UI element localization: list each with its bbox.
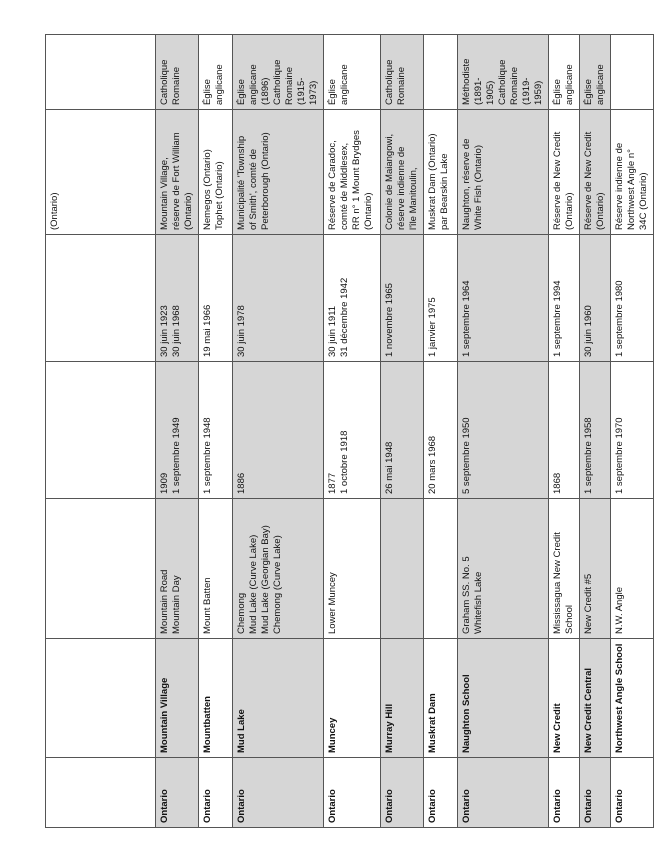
other-names-cell bbox=[549, 499, 580, 639]
table-row bbox=[199, 35, 233, 828]
cell-text: Ontario bbox=[427, 789, 438, 823]
cell-line: N.W. Angle bbox=[614, 587, 625, 634]
school-name-cell bbox=[156, 639, 199, 758]
rotated-page bbox=[45, 35, 649, 828]
other-names-cell bbox=[199, 499, 233, 639]
closed-date-cell bbox=[611, 235, 654, 362]
cell-text: Ontario bbox=[202, 789, 213, 823]
cell-line: School bbox=[564, 604, 575, 634]
closed-date-cell bbox=[233, 235, 324, 362]
cell-line: Réserve indienne de bbox=[614, 142, 625, 230]
cell-line: 1973) bbox=[308, 80, 319, 105]
location-cell bbox=[381, 110, 424, 235]
cell-line: 19 mai 1966 bbox=[202, 304, 213, 357]
schools-table bbox=[45, 34, 654, 828]
cell-line: l'île Manitoulin, bbox=[408, 167, 419, 230]
cell-line: Réserve de Caradoc, bbox=[327, 140, 338, 230]
cell-line: Chemong bbox=[236, 592, 247, 634]
location-cell bbox=[424, 110, 458, 235]
opened-date-cell bbox=[156, 362, 199, 499]
cell-line: RR n° 1 Mount Brydges bbox=[351, 130, 362, 230]
cell-line: 30 juin 1911 bbox=[327, 305, 338, 357]
location-cell bbox=[46, 110, 156, 235]
cell-text: Ontario bbox=[461, 789, 472, 823]
cell-line: Romaine bbox=[396, 66, 407, 105]
province-cell bbox=[580, 758, 611, 828]
table-row bbox=[424, 35, 458, 828]
religion-cell bbox=[549, 35, 580, 110]
cell-line: Catholique bbox=[272, 59, 283, 105]
cell-line: Muskrat Dam (Ontario) bbox=[427, 133, 438, 230]
cell-line: 1 octobre 1918 bbox=[339, 430, 350, 494]
opened-date-cell bbox=[424, 362, 458, 499]
table-row bbox=[458, 35, 549, 828]
opened-date-cell bbox=[46, 362, 156, 499]
opened-date-cell bbox=[580, 362, 611, 499]
closed-date-cell bbox=[324, 235, 381, 362]
cell-line: 30 juin 1978 bbox=[236, 305, 247, 357]
opened-date-cell bbox=[611, 362, 654, 499]
cell-line: 1 septembre 1994 bbox=[552, 280, 563, 357]
cell-line: Lower Muncey bbox=[327, 572, 338, 634]
cell-line: Romaine (1919- bbox=[509, 66, 532, 105]
province-cell bbox=[199, 758, 233, 828]
cell-text: Naughton School bbox=[461, 674, 472, 753]
cell-line: Mountain Road bbox=[159, 569, 170, 634]
cell-line: Peterborough (Ontario) bbox=[260, 132, 271, 230]
cell-line: Église anglicane bbox=[552, 64, 575, 105]
province-cell bbox=[156, 758, 199, 828]
opened-date-cell bbox=[458, 362, 549, 499]
religion-cell bbox=[580, 35, 611, 110]
cell-line: par Bearskin Lake bbox=[439, 153, 450, 230]
cell-line: Catholique bbox=[384, 59, 395, 105]
location-cell bbox=[458, 110, 549, 235]
cell-text: Ontario bbox=[236, 789, 247, 823]
cell-text: Ontario bbox=[384, 789, 395, 823]
cell-line: 1 novembre 1965 bbox=[384, 283, 395, 357]
closed-date-cell bbox=[156, 235, 199, 362]
table-row bbox=[46, 35, 156, 828]
cell-line: 1 septembre 1980 bbox=[614, 280, 625, 357]
cell-line: White Fish (Ontario) bbox=[473, 145, 484, 230]
cell-text: Muncey bbox=[327, 717, 338, 753]
school-name-cell bbox=[233, 639, 324, 758]
other-names-cell bbox=[458, 499, 549, 639]
cell-line: Église anglicane bbox=[202, 64, 225, 105]
cell-line: Église anglicane bbox=[583, 64, 606, 105]
closed-date-cell bbox=[46, 235, 156, 362]
cell-line: 26 mai 1948 bbox=[384, 441, 395, 494]
religion-cell bbox=[156, 35, 199, 110]
province-cell bbox=[46, 758, 156, 828]
location-cell bbox=[324, 110, 381, 235]
cell-line: (Ontario) bbox=[183, 192, 194, 230]
cell-line: comté de Middlesex, bbox=[339, 142, 350, 230]
closed-date-cell bbox=[199, 235, 233, 362]
cell-line: 5 septembre 1950 bbox=[461, 417, 472, 494]
cell-line: Colonie de Maiangowi, bbox=[384, 133, 395, 230]
cell-line: Tophet (Ontario) bbox=[214, 161, 225, 230]
other-names-cell bbox=[324, 499, 381, 639]
opened-date-cell bbox=[324, 362, 381, 499]
cell-line: 1877 bbox=[327, 472, 338, 494]
cell-line: 1 septembre 1970 bbox=[614, 417, 625, 494]
religion-cell bbox=[381, 35, 424, 110]
cell-line: 30 juin 1968 bbox=[171, 305, 182, 357]
cell-line: Réserve de New Credit bbox=[583, 131, 594, 230]
closed-date-cell bbox=[549, 235, 580, 362]
cell-line: 1905) bbox=[485, 80, 496, 105]
province-cell bbox=[424, 758, 458, 828]
cell-line: Réserve de New Credit bbox=[552, 131, 563, 230]
location-cell bbox=[580, 110, 611, 235]
cell-line: (Ontario) bbox=[595, 192, 606, 230]
cell-line: Mountain Day bbox=[171, 575, 182, 634]
cell-line: Chemong (Curve Lake) bbox=[272, 535, 283, 634]
cell-line: 1 janvier 1975 bbox=[427, 297, 438, 357]
cell-line: 1886 bbox=[236, 472, 247, 494]
cell-text: Northwest Angle School bbox=[614, 643, 625, 753]
cell-text: Ontario bbox=[614, 789, 625, 823]
religion-cell bbox=[233, 35, 324, 110]
opened-date-cell bbox=[233, 362, 324, 499]
table-row bbox=[156, 35, 199, 828]
cell-line: Romaine (1915- bbox=[284, 66, 307, 105]
cell-line: of Smith', comté de bbox=[248, 148, 259, 230]
religion-cell bbox=[424, 35, 458, 110]
cell-line: 1868 bbox=[552, 472, 563, 494]
other-names-cell bbox=[611, 499, 654, 639]
table-row bbox=[611, 35, 654, 828]
cell-line: 30 juin 1923 bbox=[159, 305, 170, 357]
cell-text: Mountbatten bbox=[202, 696, 213, 753]
table-row bbox=[381, 35, 424, 828]
cell-line: (Ontario) bbox=[564, 192, 575, 230]
cell-line: Mud Lake (Georgian Bay) bbox=[260, 525, 271, 634]
cell-line: réserve de Fort William bbox=[171, 132, 182, 230]
school-name-cell bbox=[46, 639, 156, 758]
other-names-cell bbox=[580, 499, 611, 639]
opened-date-cell bbox=[381, 362, 424, 499]
province-cell bbox=[324, 758, 381, 828]
cell-line: Romaine bbox=[171, 66, 182, 105]
location-cell bbox=[233, 110, 324, 235]
opened-date-cell bbox=[199, 362, 233, 499]
school-name-cell bbox=[549, 639, 580, 758]
table-row bbox=[549, 35, 580, 828]
cell-line: Méthodiste (1891- bbox=[461, 58, 484, 105]
closed-date-cell bbox=[381, 235, 424, 362]
location-cell bbox=[549, 110, 580, 235]
cell-line: 30 juin 1960 bbox=[583, 305, 594, 357]
cell-line: (1896) bbox=[260, 77, 271, 105]
religion-cell bbox=[324, 35, 381, 110]
cell-line: 1 septembre 1964 bbox=[461, 280, 472, 357]
province-cell bbox=[458, 758, 549, 828]
cell-line: 1 septembre 1948 bbox=[202, 417, 213, 494]
school-name-cell bbox=[458, 639, 549, 758]
cell-line: Northwest Angle n° bbox=[626, 149, 637, 230]
school-name-cell bbox=[580, 639, 611, 758]
cell-text: Murray Hill bbox=[384, 703, 395, 753]
closed-date-cell bbox=[458, 235, 549, 362]
cell-line: Mud Lake (Curve Lake) bbox=[248, 534, 259, 634]
cell-line: réserve indienne de bbox=[396, 146, 407, 230]
other-names-cell bbox=[381, 499, 424, 639]
location-cell bbox=[156, 110, 199, 235]
cell-line: 20 mars 1968 bbox=[427, 435, 438, 494]
closed-date-cell bbox=[424, 235, 458, 362]
cell-line: Graham SS. No. 5 bbox=[461, 556, 472, 634]
other-names-cell bbox=[424, 499, 458, 639]
cell-text: Ontario bbox=[159, 789, 170, 823]
cell-line: Catholique bbox=[159, 59, 170, 105]
cell-line: 1 septembre 1958 bbox=[583, 417, 594, 494]
religion-cell bbox=[611, 35, 654, 110]
table-row bbox=[324, 35, 381, 828]
cell-line: Église anglicane bbox=[236, 64, 259, 105]
cell-text: Ontario bbox=[552, 789, 563, 823]
location-cell bbox=[199, 110, 233, 235]
cell-text: Mud Lake bbox=[236, 709, 247, 753]
other-names-cell bbox=[233, 499, 324, 639]
cell-text: Ontario bbox=[583, 789, 594, 823]
cell-text: New Credit bbox=[552, 703, 563, 753]
cell-line: Mississagua New Credit bbox=[552, 532, 563, 634]
location-cell bbox=[611, 110, 654, 235]
cell-text: Mountain Village bbox=[159, 677, 170, 753]
cell-line: 34C (Ontario) bbox=[638, 172, 649, 230]
province-cell bbox=[233, 758, 324, 828]
cell-line: 1 septembre 1949 bbox=[171, 417, 182, 494]
cell-line: (Ontario) bbox=[49, 192, 60, 230]
opened-date-cell bbox=[549, 362, 580, 499]
province-cell bbox=[549, 758, 580, 828]
table-row bbox=[580, 35, 611, 828]
cell-line: 1959) bbox=[533, 80, 544, 105]
province-cell bbox=[381, 758, 424, 828]
cell-line: Whitefish Lake bbox=[473, 571, 484, 634]
table-row bbox=[233, 35, 324, 828]
other-names-cell bbox=[46, 499, 156, 639]
province-cell bbox=[611, 758, 654, 828]
cell-line: Nemegos (Ontario) bbox=[202, 149, 213, 230]
cell-line: Mount Batten bbox=[202, 577, 213, 634]
cell-line: (Ontario) bbox=[363, 192, 374, 230]
religion-cell bbox=[46, 35, 156, 110]
other-names-cell bbox=[156, 499, 199, 639]
school-name-cell bbox=[611, 639, 654, 758]
cell-text: New Credit Central bbox=[583, 668, 594, 753]
school-name-cell bbox=[324, 639, 381, 758]
school-name-cell bbox=[381, 639, 424, 758]
school-name-cell bbox=[424, 639, 458, 758]
religion-cell bbox=[458, 35, 549, 110]
religion-cell bbox=[199, 35, 233, 110]
cell-text: Muskrat Dam bbox=[427, 693, 438, 753]
cell-text: Ontario bbox=[327, 789, 338, 823]
cell-line: Naughton, réserve de bbox=[461, 138, 472, 230]
closed-date-cell bbox=[580, 235, 611, 362]
cell-line: 1909 bbox=[159, 472, 170, 494]
cell-line: Mountain Village, bbox=[159, 157, 170, 230]
cell-line: Église anglicane bbox=[327, 64, 350, 105]
cell-line: 31 décembre 1942 bbox=[339, 277, 350, 357]
cell-line: Municipalité 'Township bbox=[236, 135, 247, 230]
cell-line: New Credit #5 bbox=[583, 573, 594, 634]
school-name-cell bbox=[199, 639, 233, 758]
cell-line: Catholique bbox=[497, 59, 508, 105]
